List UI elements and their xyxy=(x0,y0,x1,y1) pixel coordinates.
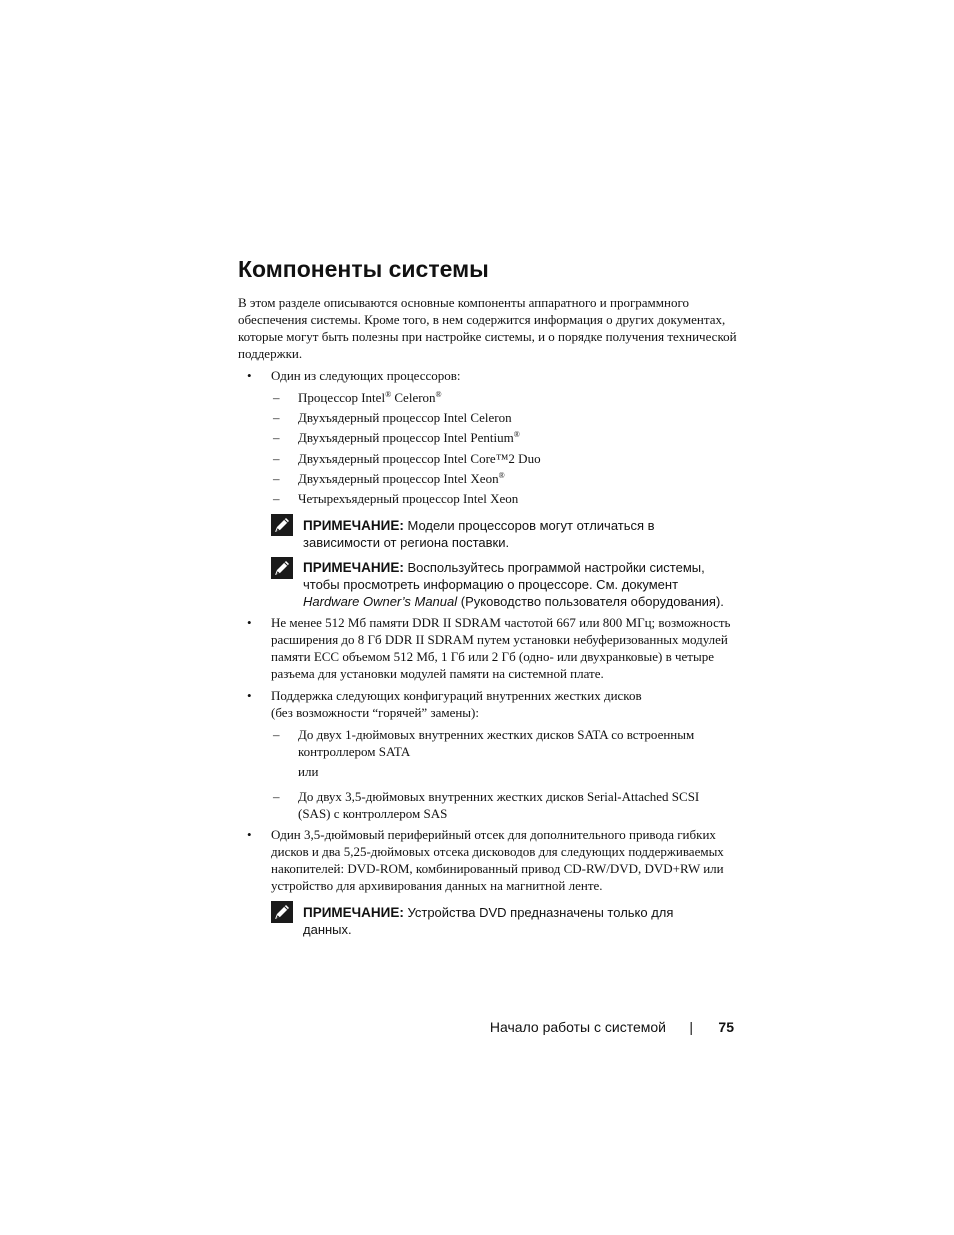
processor-item: Процессор Intel® Celeron® xyxy=(298,390,442,405)
dash-marker: – xyxy=(273,789,280,804)
dash-marker: – xyxy=(273,410,280,425)
bullet-marker: • xyxy=(247,615,252,630)
dash-marker: – xyxy=(273,727,280,742)
page-title: Компоненты системы xyxy=(238,256,489,282)
processor-item: Двухъядерный процессор Intel Xeon® xyxy=(298,471,505,486)
note-system-setup: ПРИМЕЧАНИЕ: Воспользуйтесь программой настройки системы, чтобы просмотреть информацию о процессоре. См. документ Hardware Owner’s Manual (Руководство пользователя оборудования). xyxy=(303,560,724,609)
processor-item: Четырехъядерный процессор Intel Xeon xyxy=(298,491,519,506)
bullet-marker: • xyxy=(247,688,252,703)
page-footer xyxy=(400,1019,734,1039)
footer-section-title: Начало работы с системой xyxy=(489,1019,666,1035)
note-pencil-icon xyxy=(271,514,293,536)
drive-option: До двух 1-дюймовых внутренних жестких дисков SATA со встроенным контроллером SATA xyxy=(298,727,695,759)
page-number: 75 xyxy=(718,1019,734,1035)
drive-or: или xyxy=(298,764,319,779)
bullet-marker: • xyxy=(247,827,252,842)
bays-paragraph: Один 3,5-дюймовый периферийный отсек для дополнительного привода гибких дисков и два 5,25-дюймовых отсека дисководов для следующих поддерживаемых накопителей: DVD-ROM, комбинированный привод CD-RW/DVD, DVD+RW или устройство для архивирования данных на магнитной ленте. xyxy=(271,827,724,893)
note-pencil-icon xyxy=(271,901,293,923)
note-pencil-icon xyxy=(271,557,293,579)
processor-item: Двухъядерный процессор Intel Pentium® xyxy=(298,430,520,445)
dash-marker: – xyxy=(273,430,280,445)
processor-item: Двухъядерный процессор Intel Celeron xyxy=(298,410,512,425)
note-dvd-data: ПРИМЕЧАНИЕ: Устройства DVD предназначены только для данных. xyxy=(303,905,674,937)
dash-marker: – xyxy=(273,451,280,466)
dash-marker: – xyxy=(273,491,280,506)
dash-marker: – xyxy=(273,471,280,486)
drive-option: До двух 3,5-дюймовых внутренних жестких дисков Serial-Attached SCSI (SAS) с контроллером SAS xyxy=(298,789,700,821)
drives-intro: Поддержка следующих конфигураций внутренних жестких дисков (без возможности “горячей” замены): xyxy=(271,688,642,720)
intro-paragraph: В этом разделе описываются основные компоненты аппаратного и программного обеспечения системы. Кроме того, в нем содержится информация о других документах, которые могут быть полезны при настройке системы, и о порядке получения технической поддержки. xyxy=(238,295,737,361)
footer-separator: | xyxy=(689,1019,693,1035)
bullet-marker: • xyxy=(247,368,252,383)
memory-paragraph: Не менее 512 Мб памяти DDR II SDRAM частотой 667 или 800 МГц; возможность расширения до 8 Гб DDR II SDRAM путем установки небуферизованных модулей памяти ECC объемом 512 Мб, 1 Гб или 2 Гб (одно- или двухранковые) в четыре разъема для установки модулей памяти на системной плате. xyxy=(271,615,731,681)
processor-item: Двухъядерный процессор Intel Core™2 Duo xyxy=(298,451,541,466)
note-processor-models: ПРИМЕЧАНИЕ: Модели процессоров могут отличаться в зависимости от региона поставки. xyxy=(303,518,655,550)
dash-marker: – xyxy=(273,390,280,405)
processors-intro: Один из следующих процессоров: xyxy=(271,368,461,383)
